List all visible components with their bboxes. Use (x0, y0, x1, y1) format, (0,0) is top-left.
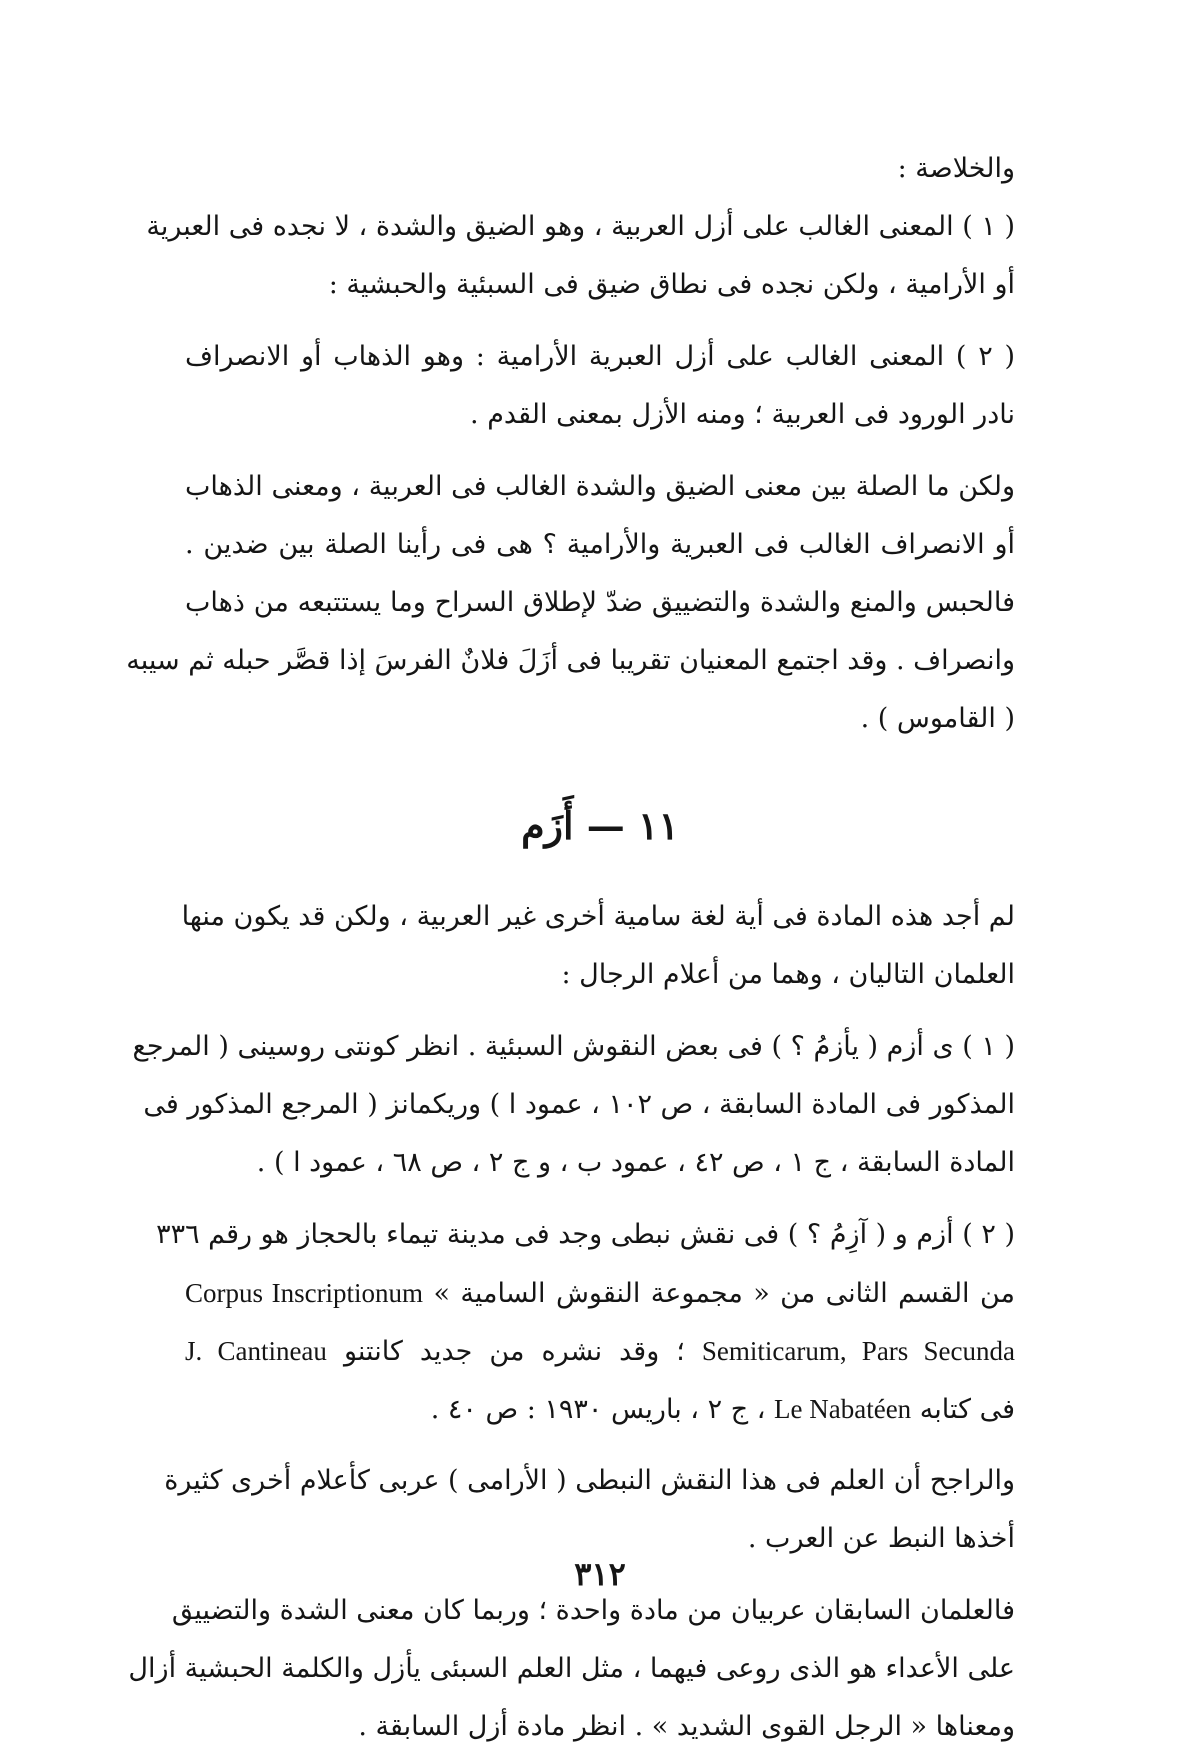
discussion-line: أو الانصراف الغالب فى العبرية والأرامية ؟ هى فى رأينا الصلة بين ضدين . (185, 529, 1015, 560)
discussion-line: وانصراف . وقد اجتمع المعنيان تقريبا فى أزَلَ فلانٌ الفرسَ إذا قصَّر حبله ثم سيبه (126, 645, 1015, 676)
latin-title-text: Corpus Inscriptionum (185, 1278, 424, 1308)
discussion-line: ولكن ما الصلة بين معنى الضيق والشدة الغالب فى العربية ، ومعنى الذهاب (185, 471, 1015, 502)
section-item2-line (185, 1322, 1015, 1380)
conclusion-line: أخذها النبط عن العرب . (747, 1523, 1015, 1554)
section-item1-line: المادة السابقة ، ج ١ ، ص ٤٢ ، عمود ب ، و ج ٢ ، ص ٦٨ ، عمود ا ) . (256, 1147, 1015, 1178)
section-item2-line (185, 1264, 1015, 1322)
summary-item1-line: أو الأرامية ، ولكن نجده فى نطاق ضيق فى السبئية والحبشية : (328, 269, 1015, 300)
section-item2-arabic-text: فى كتابه (919, 1394, 1015, 1425)
discussion-line: فالحبس والمنع والشدة والتضييق ضدّ لإطلاق السراح وما يستتبعه من ذهاب (185, 587, 1015, 618)
page-number: ٣١٢ (574, 1555, 626, 1593)
section-heading: ١١ — أَزَم (521, 803, 679, 848)
final-paragraph-line: على الأعداء هو الذى روعى فيهما ، مثل العلم السبئى يأزل والكلمة الحبشية أزال (128, 1653, 1015, 1684)
section-item2-arabic-text: من القسم الثانى من « مجموعة النقوش السامية » (433, 1278, 1015, 1309)
section-intro-line: لم أجد هذه المادة فى أية لغة سامية أخرى غير العربية ، ولكن قد يكون منها (181, 901, 1015, 932)
discussion-line: ( القاموس ) . (860, 703, 1015, 734)
summary-item2-line: نادر الورود فى العربية ؛ ومنه الأزل بمعنى القدم . (470, 399, 1015, 430)
section-item1-line: ( ١ ) ى أزم ( يأزمُ ؟ ) فى بعض النقوش السبئية . انظر كونتى روسينى ( المرجع (132, 1031, 1015, 1062)
section-item2-line: ( ٢ ) أزم و ( آزِمُ ؟ ) فى نقش نبطى وجد فى مدينة تيماء بالحجاز هو رقم ٣٣٦ (156, 1219, 1015, 1250)
latin-author-name: J. Cantineau (185, 1336, 327, 1366)
final-paragraph-line: فالعلمان السابقان عربيان من مادة واحدة ؛ وربما كان معنى الشدة والتضييق (171, 1595, 1015, 1626)
summary-intro: والخلاصة : (897, 153, 1015, 184)
latin-title-text: Le Nabatéen (774, 1394, 912, 1424)
summary-item1-line: ( ١ ) المعنى الغالب على أزل العربية ، وهو الضيق والشدة ، لا نجده فى العبرية (146, 211, 1015, 242)
section-item2-arabic-text: ، ج ٢ ، باريس ١٩٣٠ : ص ٤٠ . (430, 1394, 766, 1425)
section-item2-arabic-text: ؛ وقد نشره من جديد كانتنو (343, 1336, 685, 1367)
final-paragraph-line: ومعناها « الرجل القوى الشديد » . انظر مادة أزل السابقة . (358, 1711, 1015, 1742)
section-item2-line (185, 1380, 1015, 1438)
section-intro-line: العلمان التاليان ، وهما من أعلام الرجال : (561, 959, 1015, 990)
latin-title-text: Semiticarum, Pars Secunda (701, 1336, 1015, 1366)
summary-item2-line: ( ٢ ) المعنى الغالب على أزل العبرية الأرامية : وهو الذهاب أو الانصراف (185, 341, 1015, 372)
conclusion-line: والراجح أن العلم فى هذا النقش النبطى ( الأرامى ) عربى كأعلام أخرى كثيرة (164, 1465, 1015, 1496)
section-item1-line: المذكور فى المادة السابقة ، ص ١٠٢ ، عمود ا ) وريكمانز ( المرجع المذكور فى (143, 1089, 1015, 1120)
